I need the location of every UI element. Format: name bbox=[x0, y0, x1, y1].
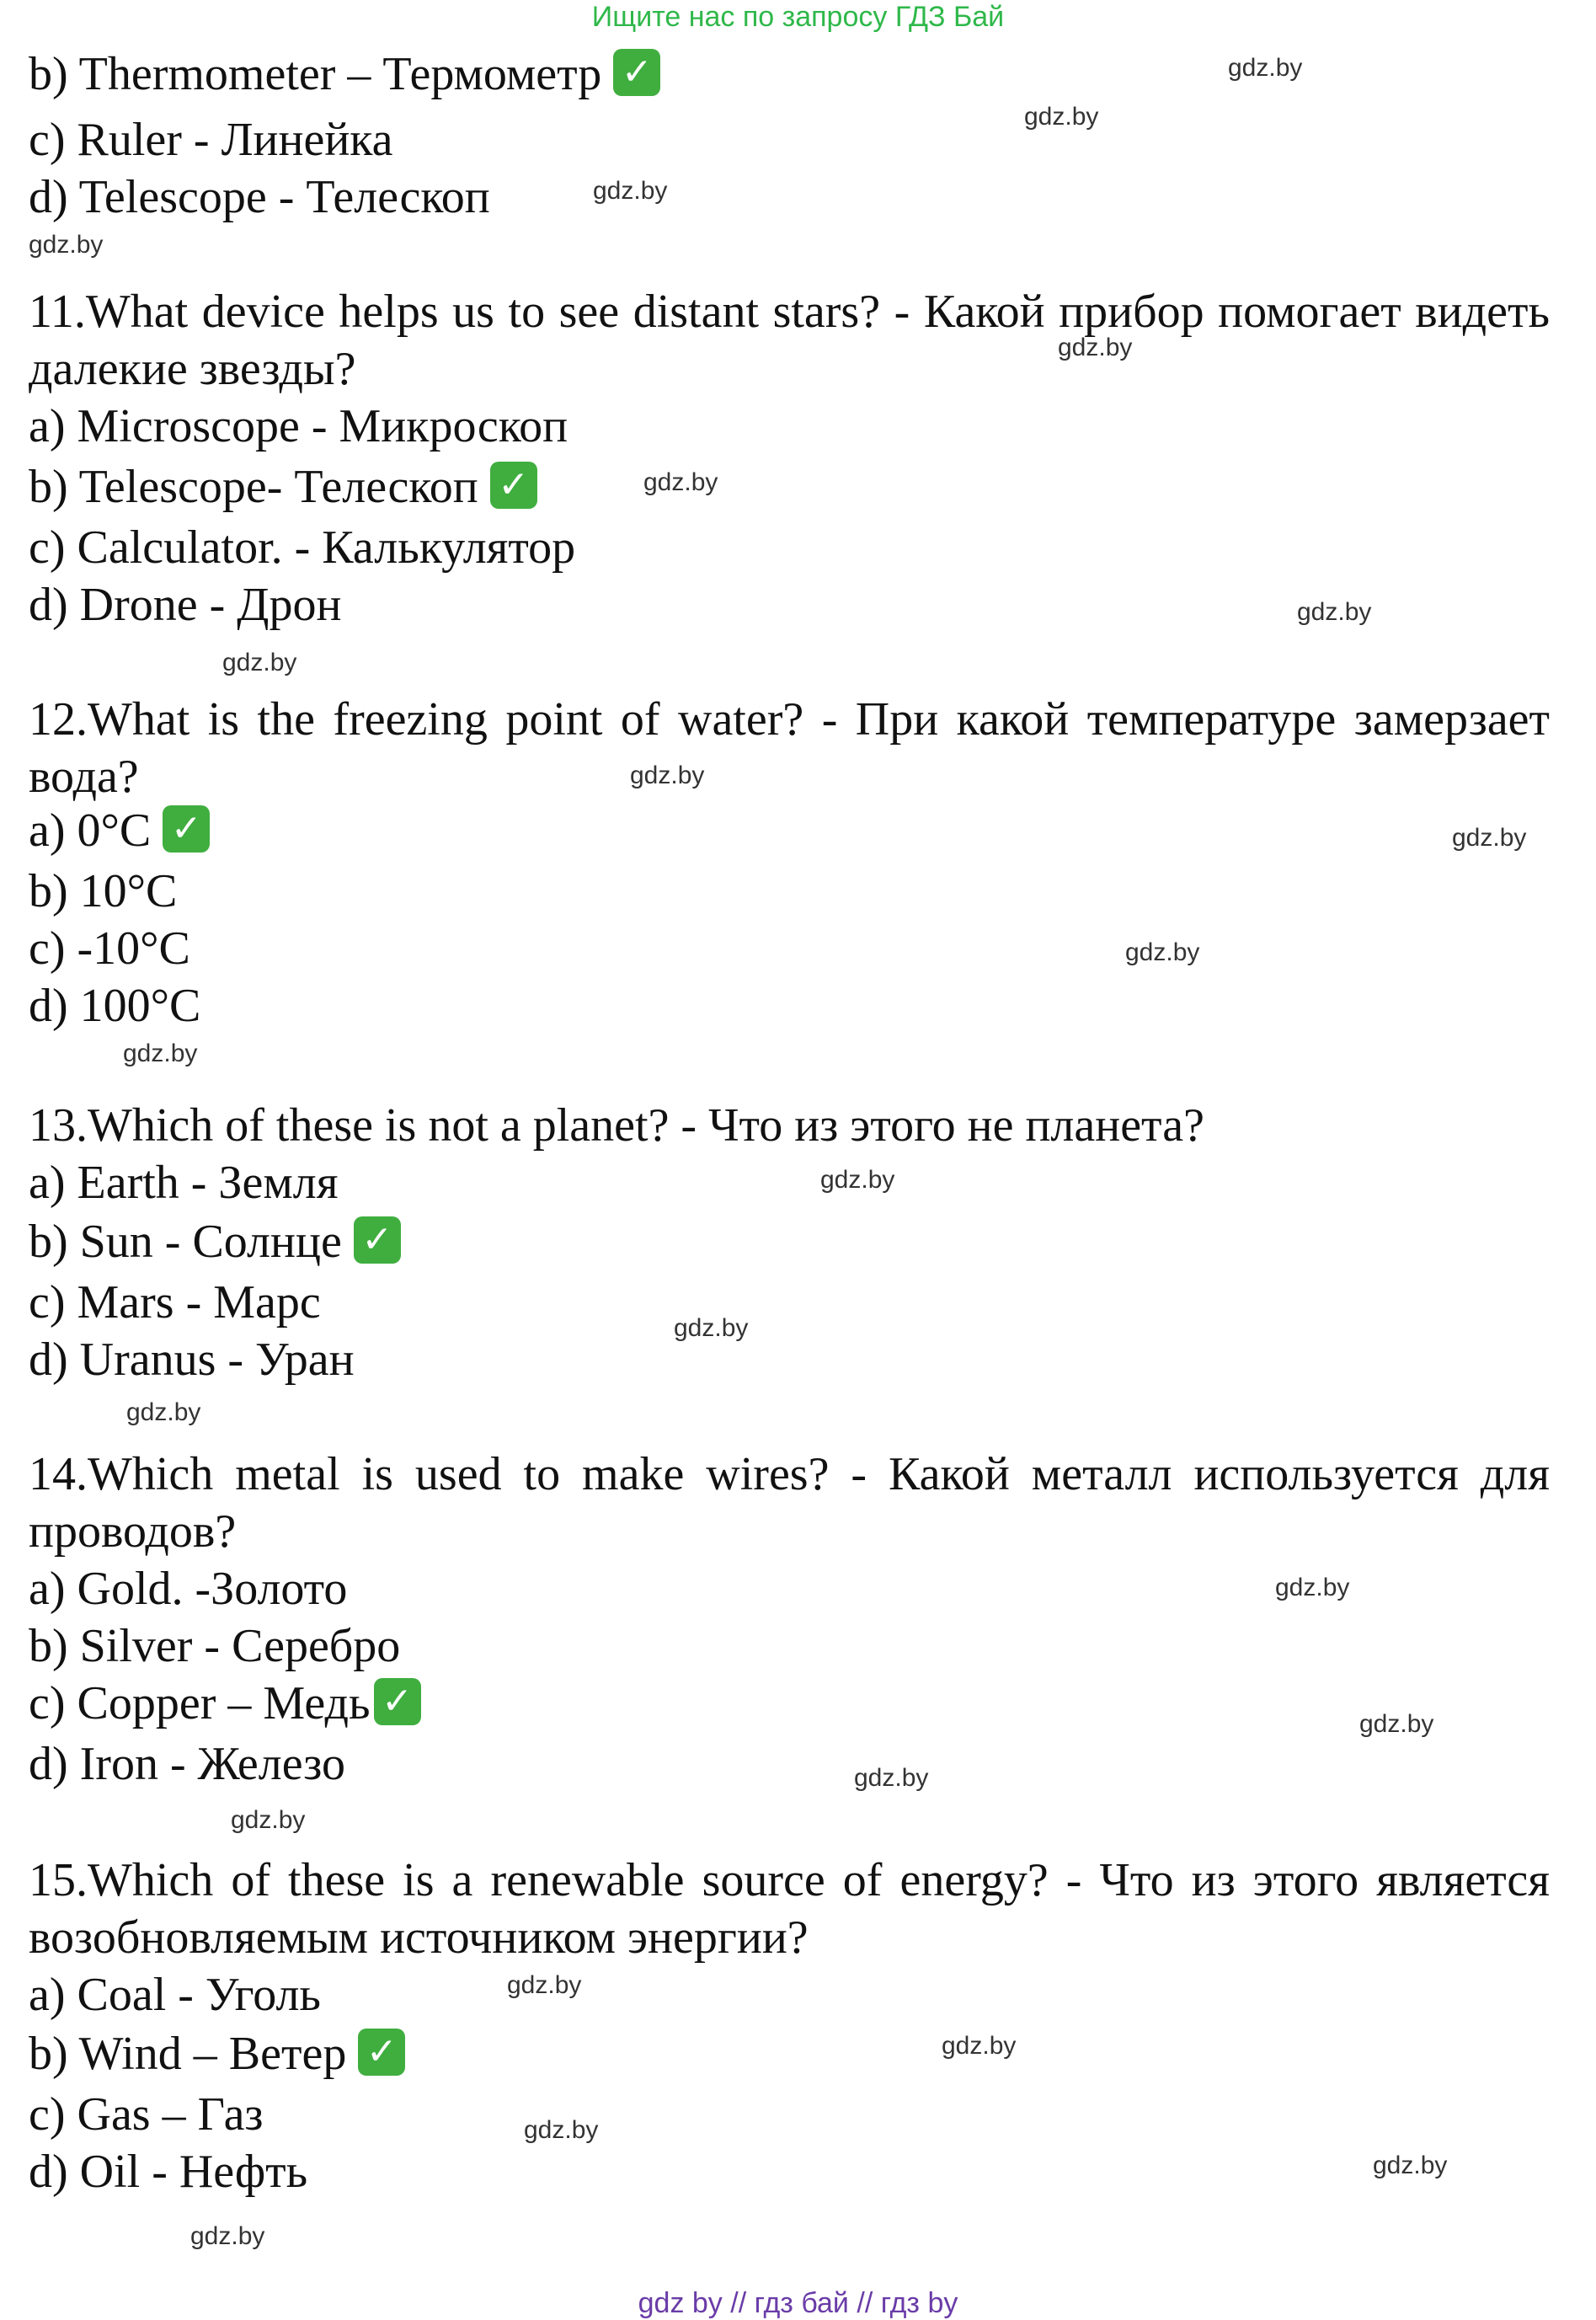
watermark: gdz.by bbox=[942, 2032, 1017, 2060]
option-text: b) Wind – Ветер bbox=[29, 2028, 347, 2080]
q11-option-d: d) Drone - Дрон bbox=[29, 579, 342, 631]
q14-option-a: a) Gold. -Золото bbox=[29, 1563, 348, 1615]
check-mark-icon: ✓ bbox=[490, 462, 537, 509]
q12-option-d: d) 100°C bbox=[29, 980, 201, 1032]
q14-option-c bbox=[29, 1675, 421, 1732]
q12-option-b: b) 10°C bbox=[29, 865, 178, 917]
check-mark-icon: ✓ bbox=[358, 2029, 405, 2076]
option-text: a) 0°C bbox=[29, 805, 152, 857]
watermark: gdz.by bbox=[1228, 54, 1303, 82]
watermark: gdz.by bbox=[231, 1806, 306, 1834]
q14-option-d: d) Iron - Железо bbox=[29, 1738, 346, 1790]
q15-option-b bbox=[29, 2025, 405, 2082]
option-text: b) Telescope- Телескоп bbox=[29, 461, 478, 513]
watermark: gdz.by bbox=[593, 177, 668, 205]
q15-title: 15.Which of these is a renewable source of energy? - Что из этого является возобновляемым источником энергии? bbox=[29, 1854, 1550, 1964]
watermark: gdz.by bbox=[643, 468, 718, 496]
q14-option-b: b) Silver - Серебро bbox=[29, 1620, 401, 1672]
q14-title: 14.Which metal is used to make wires? - Какой металл используется для проводов? bbox=[29, 1448, 1550, 1558]
q10-option-b bbox=[29, 45, 660, 103]
q13-option-b bbox=[29, 1213, 401, 1270]
watermark: gdz.by bbox=[507, 1971, 582, 1999]
check-mark-icon: ✓ bbox=[354, 1216, 401, 1264]
q13-option-d: d) Uranus - Уран bbox=[29, 1334, 355, 1386]
watermark: gdz.by bbox=[190, 2222, 265, 2250]
q12-option-c: c) -10°C bbox=[29, 922, 190, 975]
q11-option-c: c) Calculator. - Калькулятор bbox=[29, 521, 576, 574]
q13-title: 13.Which of these is not a planet? - Что из этого не планета? bbox=[29, 1099, 1204, 1152]
watermark: gdz.by bbox=[126, 1398, 201, 1426]
option-text: c) Copper – Медь bbox=[29, 1677, 371, 1729]
footer-links: gdz by // гдз бай // гдз by bbox=[638, 2287, 958, 2319]
q15-option-a: a) Coal - Уголь bbox=[29, 1969, 321, 2021]
watermark: gdz.by bbox=[123, 1040, 198, 1067]
watermark: gdz.by bbox=[1058, 334, 1133, 361]
check-mark-icon: ✓ bbox=[374, 1678, 421, 1725]
watermark: gdz.by bbox=[1024, 103, 1099, 131]
watermark: gdz.by bbox=[1275, 1574, 1350, 1601]
q11-title: 11.What device helps us to see distant stars? - Какой прибор помогает видеть далекие звезды? bbox=[29, 286, 1550, 395]
check-mark-icon: ✓ bbox=[163, 805, 210, 853]
watermark: gdz.by bbox=[222, 649, 297, 676]
watermark: gdz.by bbox=[1125, 938, 1200, 966]
top-banner: Ищите нас по запросу ГДЗ Бай bbox=[591, 1, 1005, 33]
watermark: gdz.by bbox=[524, 2116, 599, 2144]
watermark: gdz.by bbox=[1373, 2152, 1448, 2179]
watermark: gdz.by bbox=[674, 1314, 749, 1342]
q15-option-d: d) Oil - Нефть bbox=[29, 2146, 308, 2198]
watermark: gdz.by bbox=[1452, 824, 1527, 852]
q12-option-a bbox=[29, 802, 210, 859]
q10-option-c: c) Ruler - Линейка bbox=[29, 114, 393, 166]
q10-option-d: d) Telescope - Телескоп bbox=[29, 171, 490, 223]
watermark: gdz.by bbox=[1359, 1710, 1434, 1738]
q13-option-c: c) Mars - Марс bbox=[29, 1276, 321, 1328]
check-mark-icon: ✓ bbox=[613, 49, 660, 96]
q13-option-a: a) Earth - Земля bbox=[29, 1157, 339, 1209]
watermark: gdz.by bbox=[29, 231, 104, 259]
q11-option-b bbox=[29, 458, 537, 516]
q11-option-a: a) Microscope - Микроскоп bbox=[29, 400, 568, 452]
watermark: gdz.by bbox=[854, 1764, 929, 1792]
option-text: b) Thermometer – Термометр bbox=[29, 48, 602, 100]
q12-title: 12.What is the freezing point of water? - При какой температуре замерзает вода? bbox=[29, 693, 1550, 803]
watermark: gdz.by bbox=[820, 1166, 895, 1194]
q15-option-c: c) Gas – Газ bbox=[29, 2088, 264, 2141]
option-text: b) Sun - Солнце bbox=[29, 1216, 342, 1268]
watermark: gdz.by bbox=[1297, 598, 1372, 626]
watermark: gdz.by bbox=[630, 762, 705, 789]
